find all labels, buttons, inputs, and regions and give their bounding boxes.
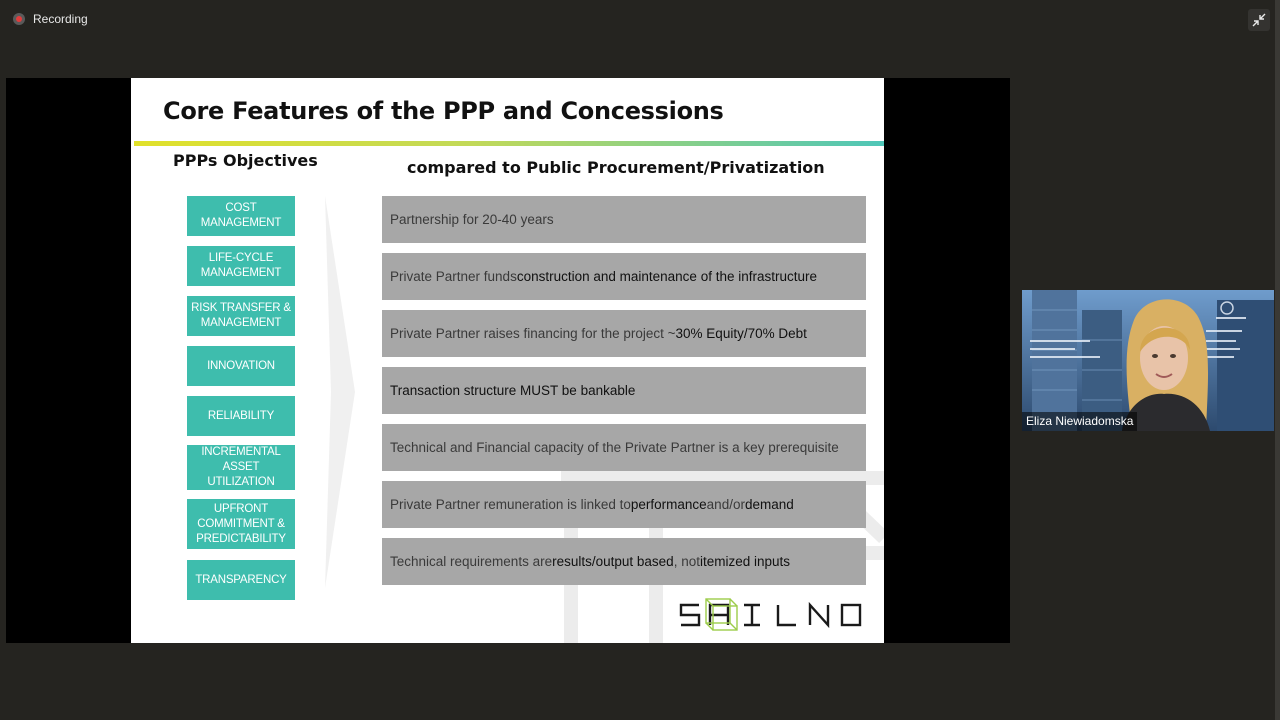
recording-indicator[interactable]: [13, 12, 88, 26]
objective-box: INCREMENTAL ASSET UTILIZATION: [187, 445, 295, 490]
logo-text: [679, 597, 865, 633]
feature-row: Private Partner raises financing for the project ~ 30% Equity/70% Debt: [382, 310, 866, 357]
recording-dot-icon: [13, 13, 25, 25]
feature-row: Transaction structure MUST be bankable: [382, 367, 866, 414]
feature-row: Private Partner funds construction and maintenance of the infrastructure: [382, 253, 866, 300]
comparison-heading: compared to Public Procurement/Privatization: [407, 158, 825, 177]
objective-box: INNOVATION: [187, 346, 295, 386]
objective-box: TRANSPARENCY: [187, 560, 295, 600]
feature-row: Private Partner remuneration is linked to performance and/or demand: [382, 481, 866, 528]
objective-box: COST MANAGEMENT: [187, 196, 295, 236]
feature-row: Partnership for 20-40 years: [382, 196, 866, 243]
objective-box: LIFE-CYCLE MANAGEMENT: [187, 246, 295, 286]
collapse-arrows-icon: [1252, 13, 1266, 27]
screen-share-view: [6, 78, 1010, 643]
presentation-slide: [131, 78, 884, 643]
feature-row: Technical requirements are results/output based , not itemized inputs: [382, 538, 866, 585]
participant-video-feed: [1022, 290, 1274, 431]
recording-label: Recording: [33, 12, 88, 26]
participant-video-tile[interactable]: [1022, 290, 1274, 431]
scrollbar[interactable]: [1275, 0, 1280, 720]
objective-box: UPFRONT COMMITMENT & PREDICTABILITY: [187, 499, 295, 549]
meeting-top-bar: [0, 0, 1280, 40]
title-underline: [134, 141, 884, 146]
exit-fullscreen-button[interactable]: [1248, 9, 1270, 31]
slide-title: Core Features of the PPP and Concessions: [163, 97, 724, 125]
participant-name: Eliza Niewiadomska: [1022, 412, 1137, 431]
objectives-heading: PPPs Objectives: [173, 151, 318, 170]
objective-box: RISK TRANSFER & MANAGEMENT: [187, 296, 295, 336]
chevron-arrow: [325, 196, 355, 588]
feature-row: Technical and Financial capacity of the Private Partner is a key prerequisite: [382, 424, 866, 471]
objective-box: RELIABILITY: [187, 396, 295, 436]
